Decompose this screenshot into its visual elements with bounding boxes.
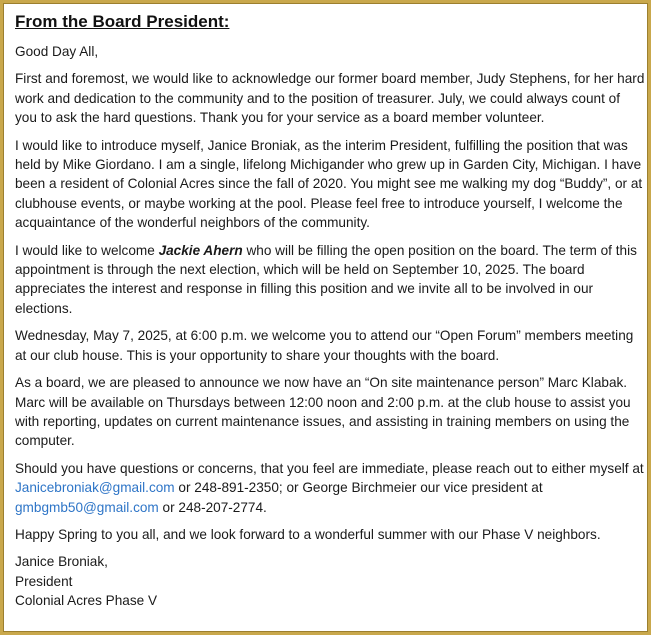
letter-title: From the Board President: (15, 12, 230, 31)
paragraph-closing: Happy Spring to you all, and we look forward to a wonderful summer with our Phase V neighbors. (15, 526, 601, 542)
contact-text-3: or 248-207-2774. (158, 499, 267, 515)
contact-text-2: or 248-891-2350; or George Birchmeier our vice president at (174, 480, 543, 496)
signature-org: Colonial Acres Phase V (15, 593, 158, 609)
signature-name: Janice Broniak, (15, 554, 108, 570)
paragraph-welcome (15, 241, 645, 319)
new-member-name: Jackie Ahern (158, 242, 243, 258)
contact-text-1: Should you have questions or concerns, that you feel are immediate, please reach out to either myself at (15, 460, 644, 476)
paragraph-acknowledgement: First and foremost, we would like to acknowledge our former board member, Judy Stephens, for her hard work and dedication to the community and to the position of treasurer. July, we could always count of you to ask the hard questions. Thank you for your service as a board member volunteer. (15, 71, 645, 126)
paragraph-introduction: I would like to introduce myself, Janice Broniak, as the interim President, fulfilling the position that was held by Mike Giordano. I am a single, lifelong Michigander who grew up in Garden City, Michigan. I have been a resident of Colonial Acres since the fall of 2020. You might see me walking my dog “Buddy”, or at clubhouse events, or maybe working at the pool. Please feel free to introduce yourself, I welcome the acquaintance of the wonderful neighbors of the community. (15, 137, 643, 231)
vice-president-email-link[interactable]: gmbgmb50@gmail.com (15, 499, 159, 515)
paragraph-maintenance: As a board, we are pleased to announce we now have an “On site maintenance person” Marc Klabak. Marc will be available on Thursdays between 12:00 noon and 2:00 p.m. at the club house to assist you with reporting, updates on current maintenance issues, and assisting in training members on using the computer. (15, 375, 631, 449)
paragraph-open-forum: Wednesday, May 7, 2025, at 6:00 p.m. we welcome you to attend our “Open Forum” members meeting at our club house. This is your opportunity to share your thoughts with the board. (15, 328, 634, 363)
president-email-link[interactable]: Janicebroniak@gmail.com (15, 480, 175, 496)
welcome-text-after: who will be filling the open position on the board. The term of this appointment is through the next election, which will be held on September 10, 2025. The board appreciates the interest and response in filling this position and we invite all to be involved in our elections. (15, 242, 637, 316)
greeting: Good Day All, (15, 44, 99, 59)
signature-role: President (15, 573, 73, 589)
paragraph-contact (15, 459, 645, 517)
welcome-text-before: I would like to welcome (15, 242, 159, 258)
letter-body (15, 11, 645, 611)
